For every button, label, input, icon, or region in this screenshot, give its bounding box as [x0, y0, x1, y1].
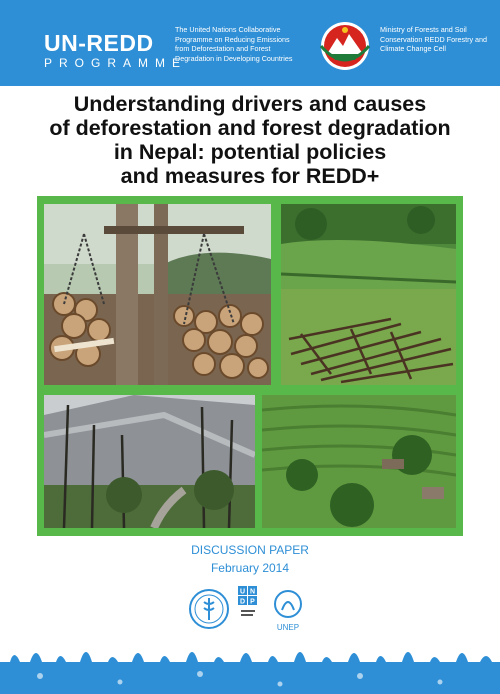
nepal-emblem-icon: [315, 20, 375, 72]
ministry-description: Ministry of Forests and Soil Conservation REDD Forestry and Climate Change Cell: [380, 25, 488, 54]
publication-date: February 2014: [210, 561, 290, 575]
unep-label: UNEP: [276, 623, 300, 632]
title-line: in Nepal: potential policies: [113, 140, 387, 164]
title-line: and measures for REDD+: [120, 164, 380, 188]
un-redd-logo: UN-REDD: [44, 30, 154, 56]
header-band: [0, 0, 500, 86]
photo-mountain-slope: [44, 395, 255, 528]
undp-letter: D: [239, 598, 246, 606]
undp-letter: U: [239, 588, 246, 596]
photo-terraced-village: [262, 395, 456, 528]
undp-letter: N: [249, 588, 256, 596]
undp-logo-icon: [238, 586, 258, 638]
photo-hillside-firewood: [281, 204, 456, 385]
title-line: Understanding drivers and causes: [73, 92, 427, 116]
leaf-border-decoration: [0, 640, 500, 694]
programme-wordmark: PROGRAMME: [44, 56, 188, 70]
photo-logs-scale: [44, 204, 271, 385]
fao-logo-icon: [188, 588, 230, 630]
report-title: [30, 92, 470, 188]
discussion-paper-label: DISCUSSION PAPER: [191, 543, 309, 557]
title-line: of deforestation and forest degradation: [49, 116, 451, 140]
un-redd-description: The United Nations Collaborative Programme on Reducing Emissions from Deforestation and Forest Degradation in Developing Countries: [175, 25, 293, 63]
undp-letter: P: [250, 598, 255, 606]
unep-logo-icon: [268, 588, 308, 632]
photo-collage: [37, 196, 463, 536]
